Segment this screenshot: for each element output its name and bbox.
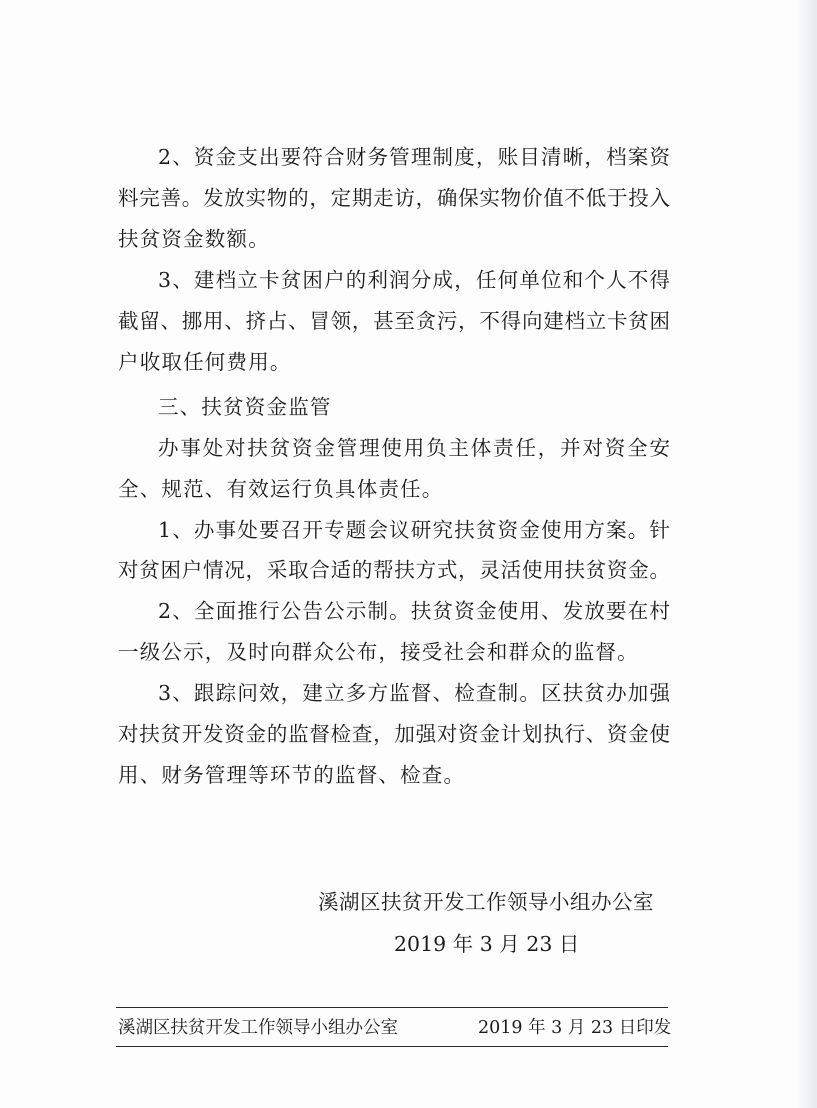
paragraph-line: 1、办事处要召开专题会议研究扶贫资金使用方案。针: [158, 518, 670, 542]
section-heading: 三、扶贫资金监管: [158, 395, 332, 419]
paragraph-line: 2、全面推行公告公示制。扶贫资金使用、发放要在村: [158, 599, 670, 623]
footer-bottom-rule: [116, 1046, 668, 1047]
footer-print-date: 2019 年 3 月 23 日印发: [478, 1018, 672, 1038]
paragraph-line: 对扶贫开发资金的监督检查，加强对资金计划执行、资金使: [118, 722, 670, 746]
paragraph-line: 扶贫资金数额。: [118, 227, 270, 251]
footer-top-rule: [116, 1007, 668, 1008]
paragraph-line: 用、财务管理等环节的监督、检查。: [118, 763, 466, 787]
paragraph-line: 户收取任何费用。: [118, 350, 292, 374]
paragraph-line: 3、建档立卡贫困户的利润分成，任何单位和个人不得: [158, 268, 670, 292]
signature-organization: 溪湖区扶贫开发工作领导小组办公室: [318, 890, 654, 914]
paragraph-line: 办事处对扶贫资金管理使用负主体责任，并对资全安: [158, 436, 670, 460]
paragraph-line: 2、资金支出要符合财务管理制度，账目清晰，档案资: [158, 145, 670, 169]
paragraph-line: 料完善。发放实物的，定期走访，确保实物价值不低于投入: [118, 186, 670, 210]
paragraph-line: 对贫困户情况，采取合适的帮扶方式，灵活使用扶贫资金。: [118, 558, 670, 582]
paragraph-line: 一级公示，及时向群众公布，接受社会和群众的监督。: [118, 640, 639, 664]
paragraph-line: 截留、挪用、挤占、冒领，甚至贪污，不得向建档立卡贫困: [118, 309, 670, 333]
footer-issuer: 溪湖区扶贫开发工作领导小组办公室: [118, 1018, 398, 1038]
signature-date: 2019 年 3 月 23 日: [394, 932, 580, 956]
paragraph-line: 全、规范、有效运行负具体责任。: [118, 477, 444, 501]
paragraph-line: 3、跟踪问效，建立多方监督、检查制。区扶贫办加强: [158, 681, 670, 705]
